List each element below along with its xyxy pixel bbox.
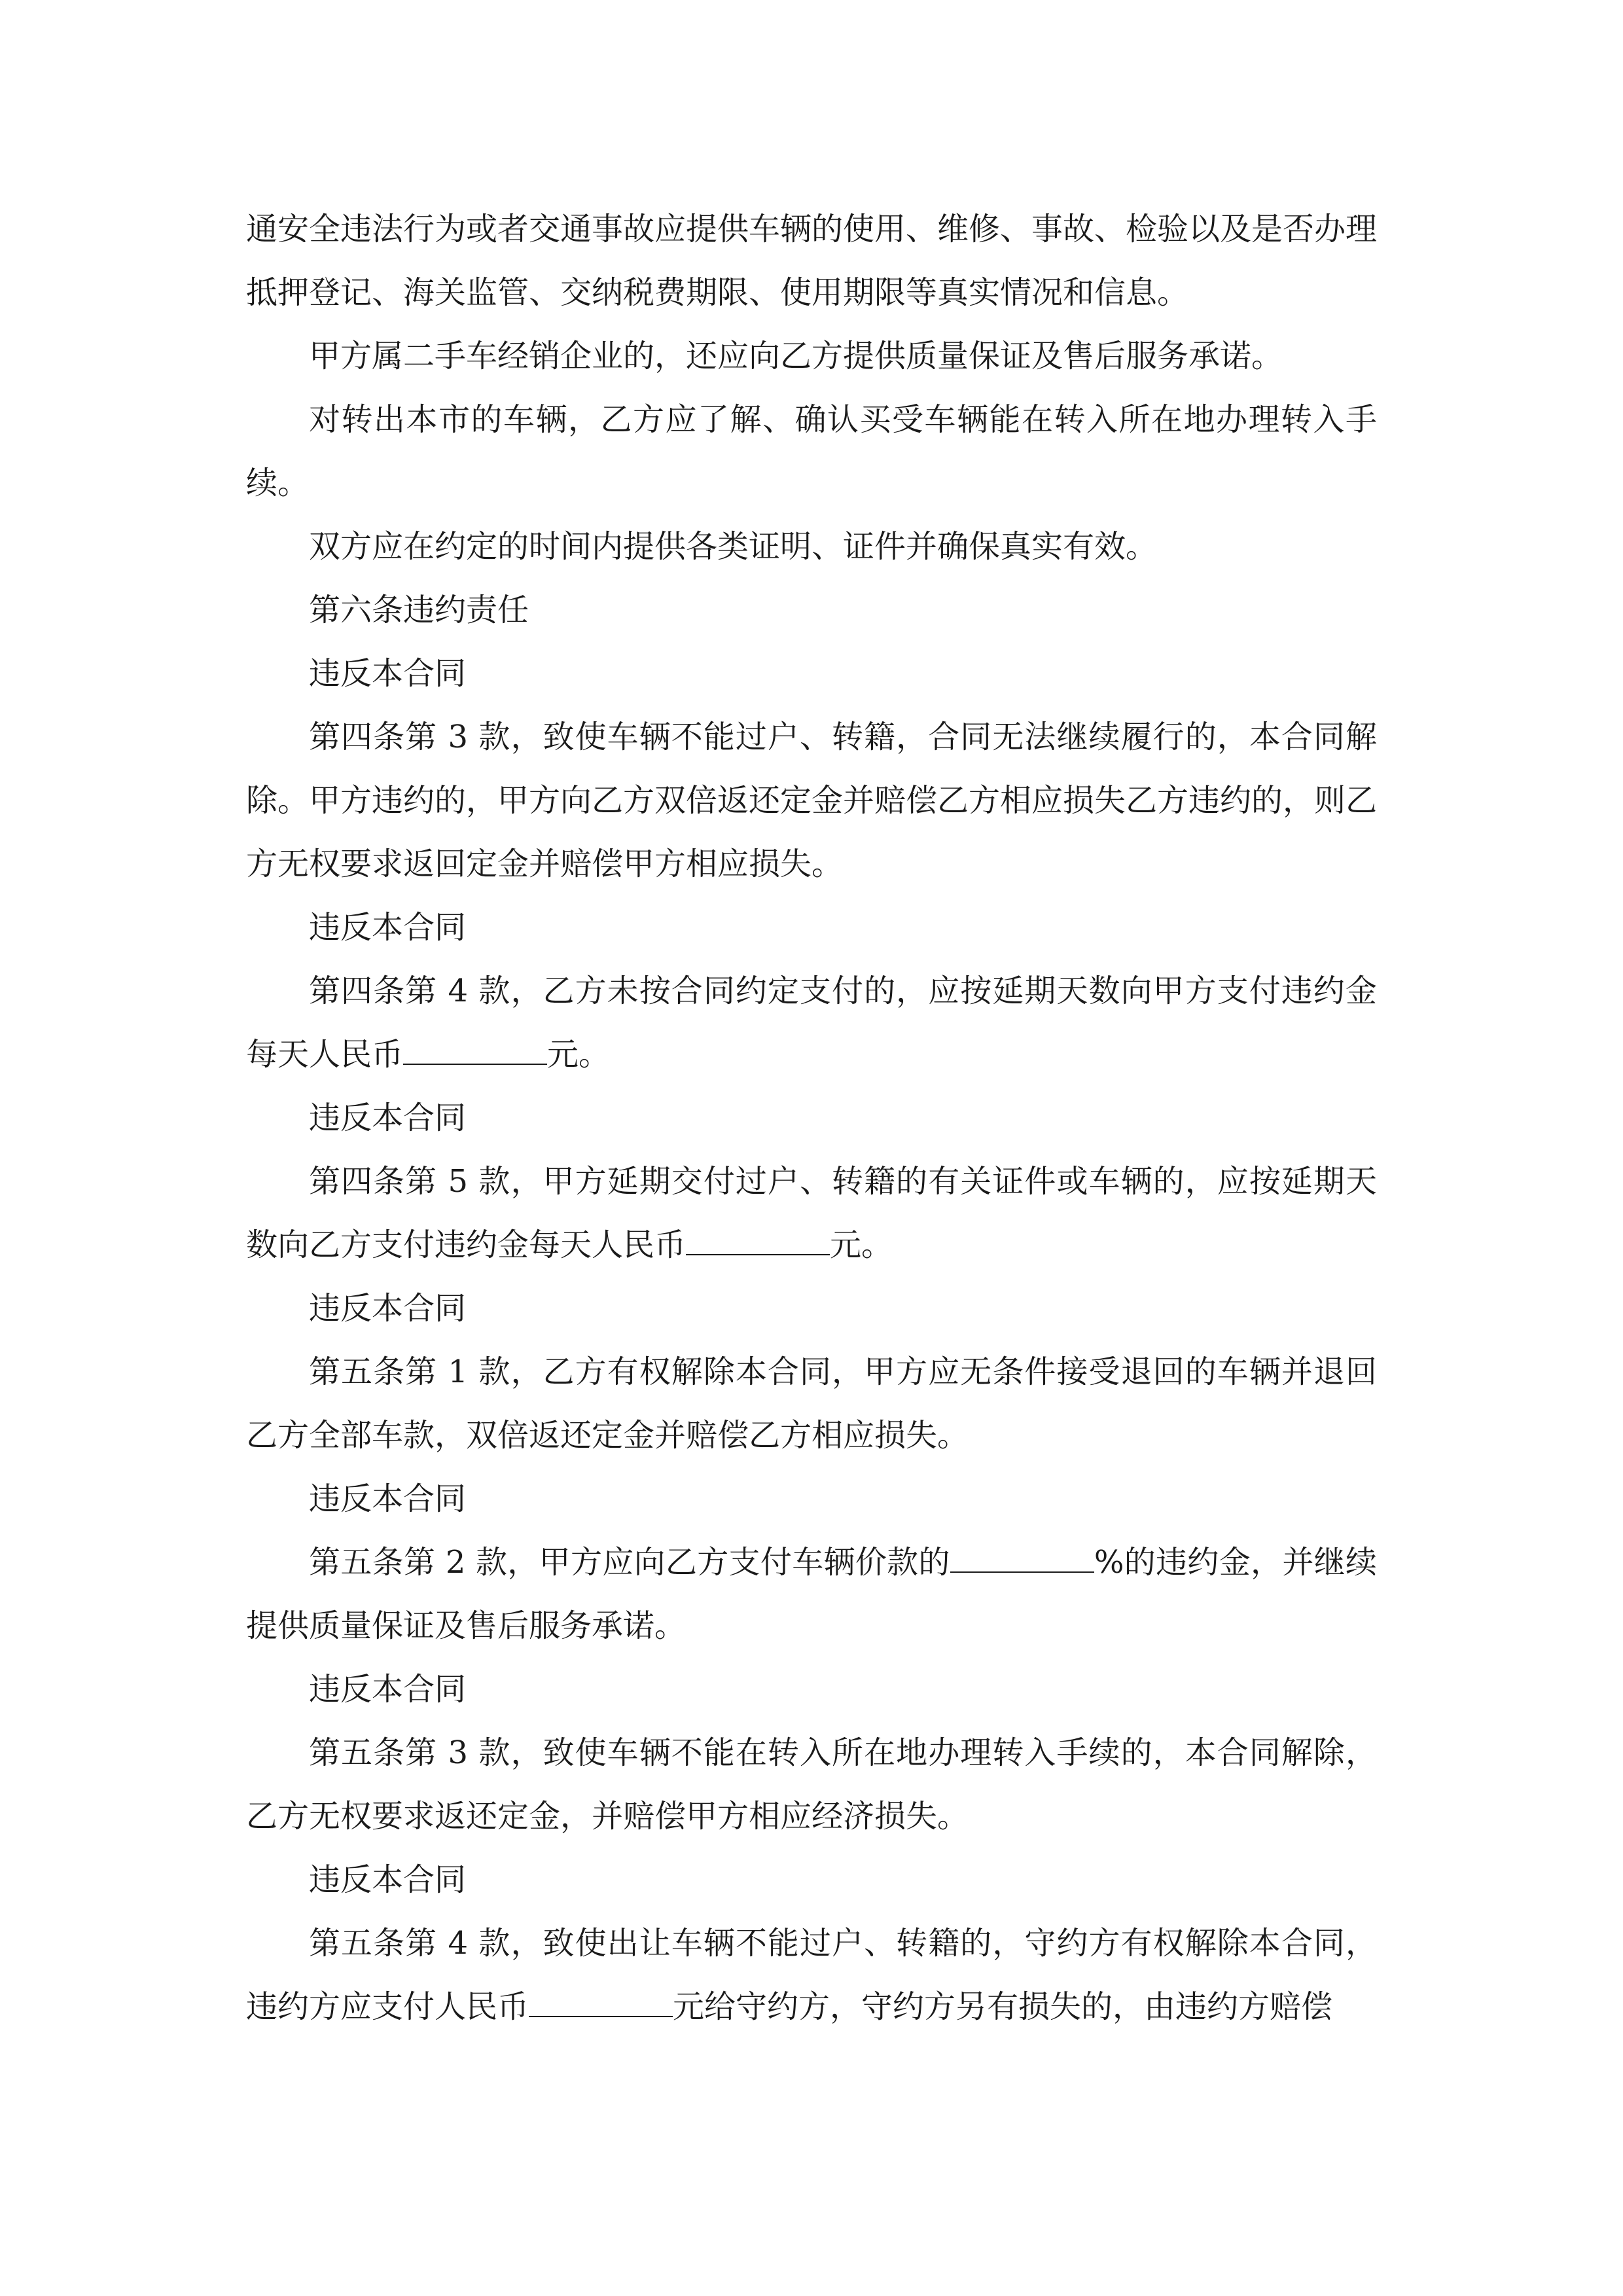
paragraph: [246, 1658, 1377, 1721]
paragraph-text: 第四条第 5 款，甲方延期交付过户、转籍的有关证件或车辆的，应按延期天数向乙方支付违约金每天人民币: [246, 1163, 1377, 1263]
paragraph-text: 违反本合同: [309, 909, 467, 946]
paragraph: [246, 1277, 1377, 1340]
paragraph-text: 元。: [830, 1227, 893, 1263]
paragraph: [246, 706, 1377, 896]
paragraph-text: 第五条第 2 款，甲方应向乙方支付车辆价款的: [309, 1544, 950, 1581]
paragraph-text: 违反本合同: [309, 1861, 467, 1898]
paragraph: [246, 1150, 1377, 1277]
paragraph: [246, 1340, 1377, 1467]
paragraph: [246, 515, 1377, 579]
paragraph: [246, 1848, 1377, 1912]
fill-in-blank: [950, 1539, 1094, 1573]
paragraph: [246, 960, 1377, 1086]
paragraph-text: 第五条第 1 款，乙方有权解除本合同，甲方应无条件接受退回的车辆并退回乙方全部车款，双倍返还定金并赔偿乙方相应损失。: [246, 1354, 1377, 1454]
paragraph-text: 甲方属二手车经销企业的，还应向乙方提供质量保证及售后服务承诺。: [309, 338, 1283, 374]
paragraph-text: 违反本合同: [309, 655, 467, 692]
paragraph: [246, 1086, 1377, 1150]
paragraph-text: 违反本合同: [309, 1100, 467, 1136]
paragraph: [246, 579, 1377, 642]
paragraph: [246, 1467, 1377, 1531]
paragraph-text: 元给守约方，守约方另有损失的，由违约方赔偿: [673, 1988, 1333, 2025]
fill-in-blank: [686, 1221, 830, 1255]
paragraph-text: 第五条第 3 款，致使车辆不能在转入所在地办理转入手续的，本合同解除，乙方无权要求返还定金，并赔偿甲方相应经济损失。: [246, 1734, 1377, 1835]
paragraph: [246, 388, 1377, 515]
paragraph-text: 违反本合同: [309, 1290, 467, 1327]
paragraph: [246, 198, 1377, 325]
paragraph-text: 第四条第 4 款，乙方未按合同约定支付的，应按延期天数向甲方支付违约金每天人民币: [246, 973, 1377, 1073]
paragraph: [246, 896, 1377, 960]
fill-in-blank: [529, 1983, 673, 2017]
paragraph-text: 通安全违法行为或者交通事故应提供车辆的使用、维修、事故、检验以及是否办理抵押登记、海关监管、交纳税费期限、使用期限等真实情况和信息。: [246, 211, 1378, 311]
paragraph-text: 第四条第 3 款，致使车辆不能过户、转籍，合同无法继续履行的，本合同解除。甲方违约的，甲方向乙方双倍返还定金并赔偿乙方相应损失乙方违约的，则乙方无权要求返回定金并赔偿甲方相应损失。: [246, 719, 1378, 882]
paragraph: [246, 1531, 1377, 1658]
paragraph-text: %的违约金，并继续提供质量保证及售后服务承诺。: [246, 1544, 1377, 1644]
fill-in-blank: [403, 1031, 547, 1065]
paragraph-text: 双方应在约定的时间内提供各类证明、证件并确保真实有效。: [309, 528, 1158, 565]
paragraph-text: 第五条第 4 款，致使出让车辆不能过户、转籍的，守约方有权解除本合同，违约方应支付人民币: [246, 1925, 1377, 2025]
paragraph: [246, 642, 1377, 706]
paragraph-text: 元。: [547, 1036, 611, 1073]
paragraph-text: 对转出本市的车辆，乙方应了解、确认买受车辆能在转入所在地办理转入手续。: [246, 401, 1377, 501]
paragraph-text: 第六条违约责任: [309, 592, 529, 628]
document-body: [246, 198, 1377, 2039]
paragraph: [246, 325, 1377, 388]
paragraph: [246, 1721, 1377, 1848]
paragraph-text: 违反本合同: [309, 1671, 467, 1708]
paragraph-text: 违反本合同: [309, 1480, 467, 1517]
paragraph: [246, 1912, 1377, 2039]
